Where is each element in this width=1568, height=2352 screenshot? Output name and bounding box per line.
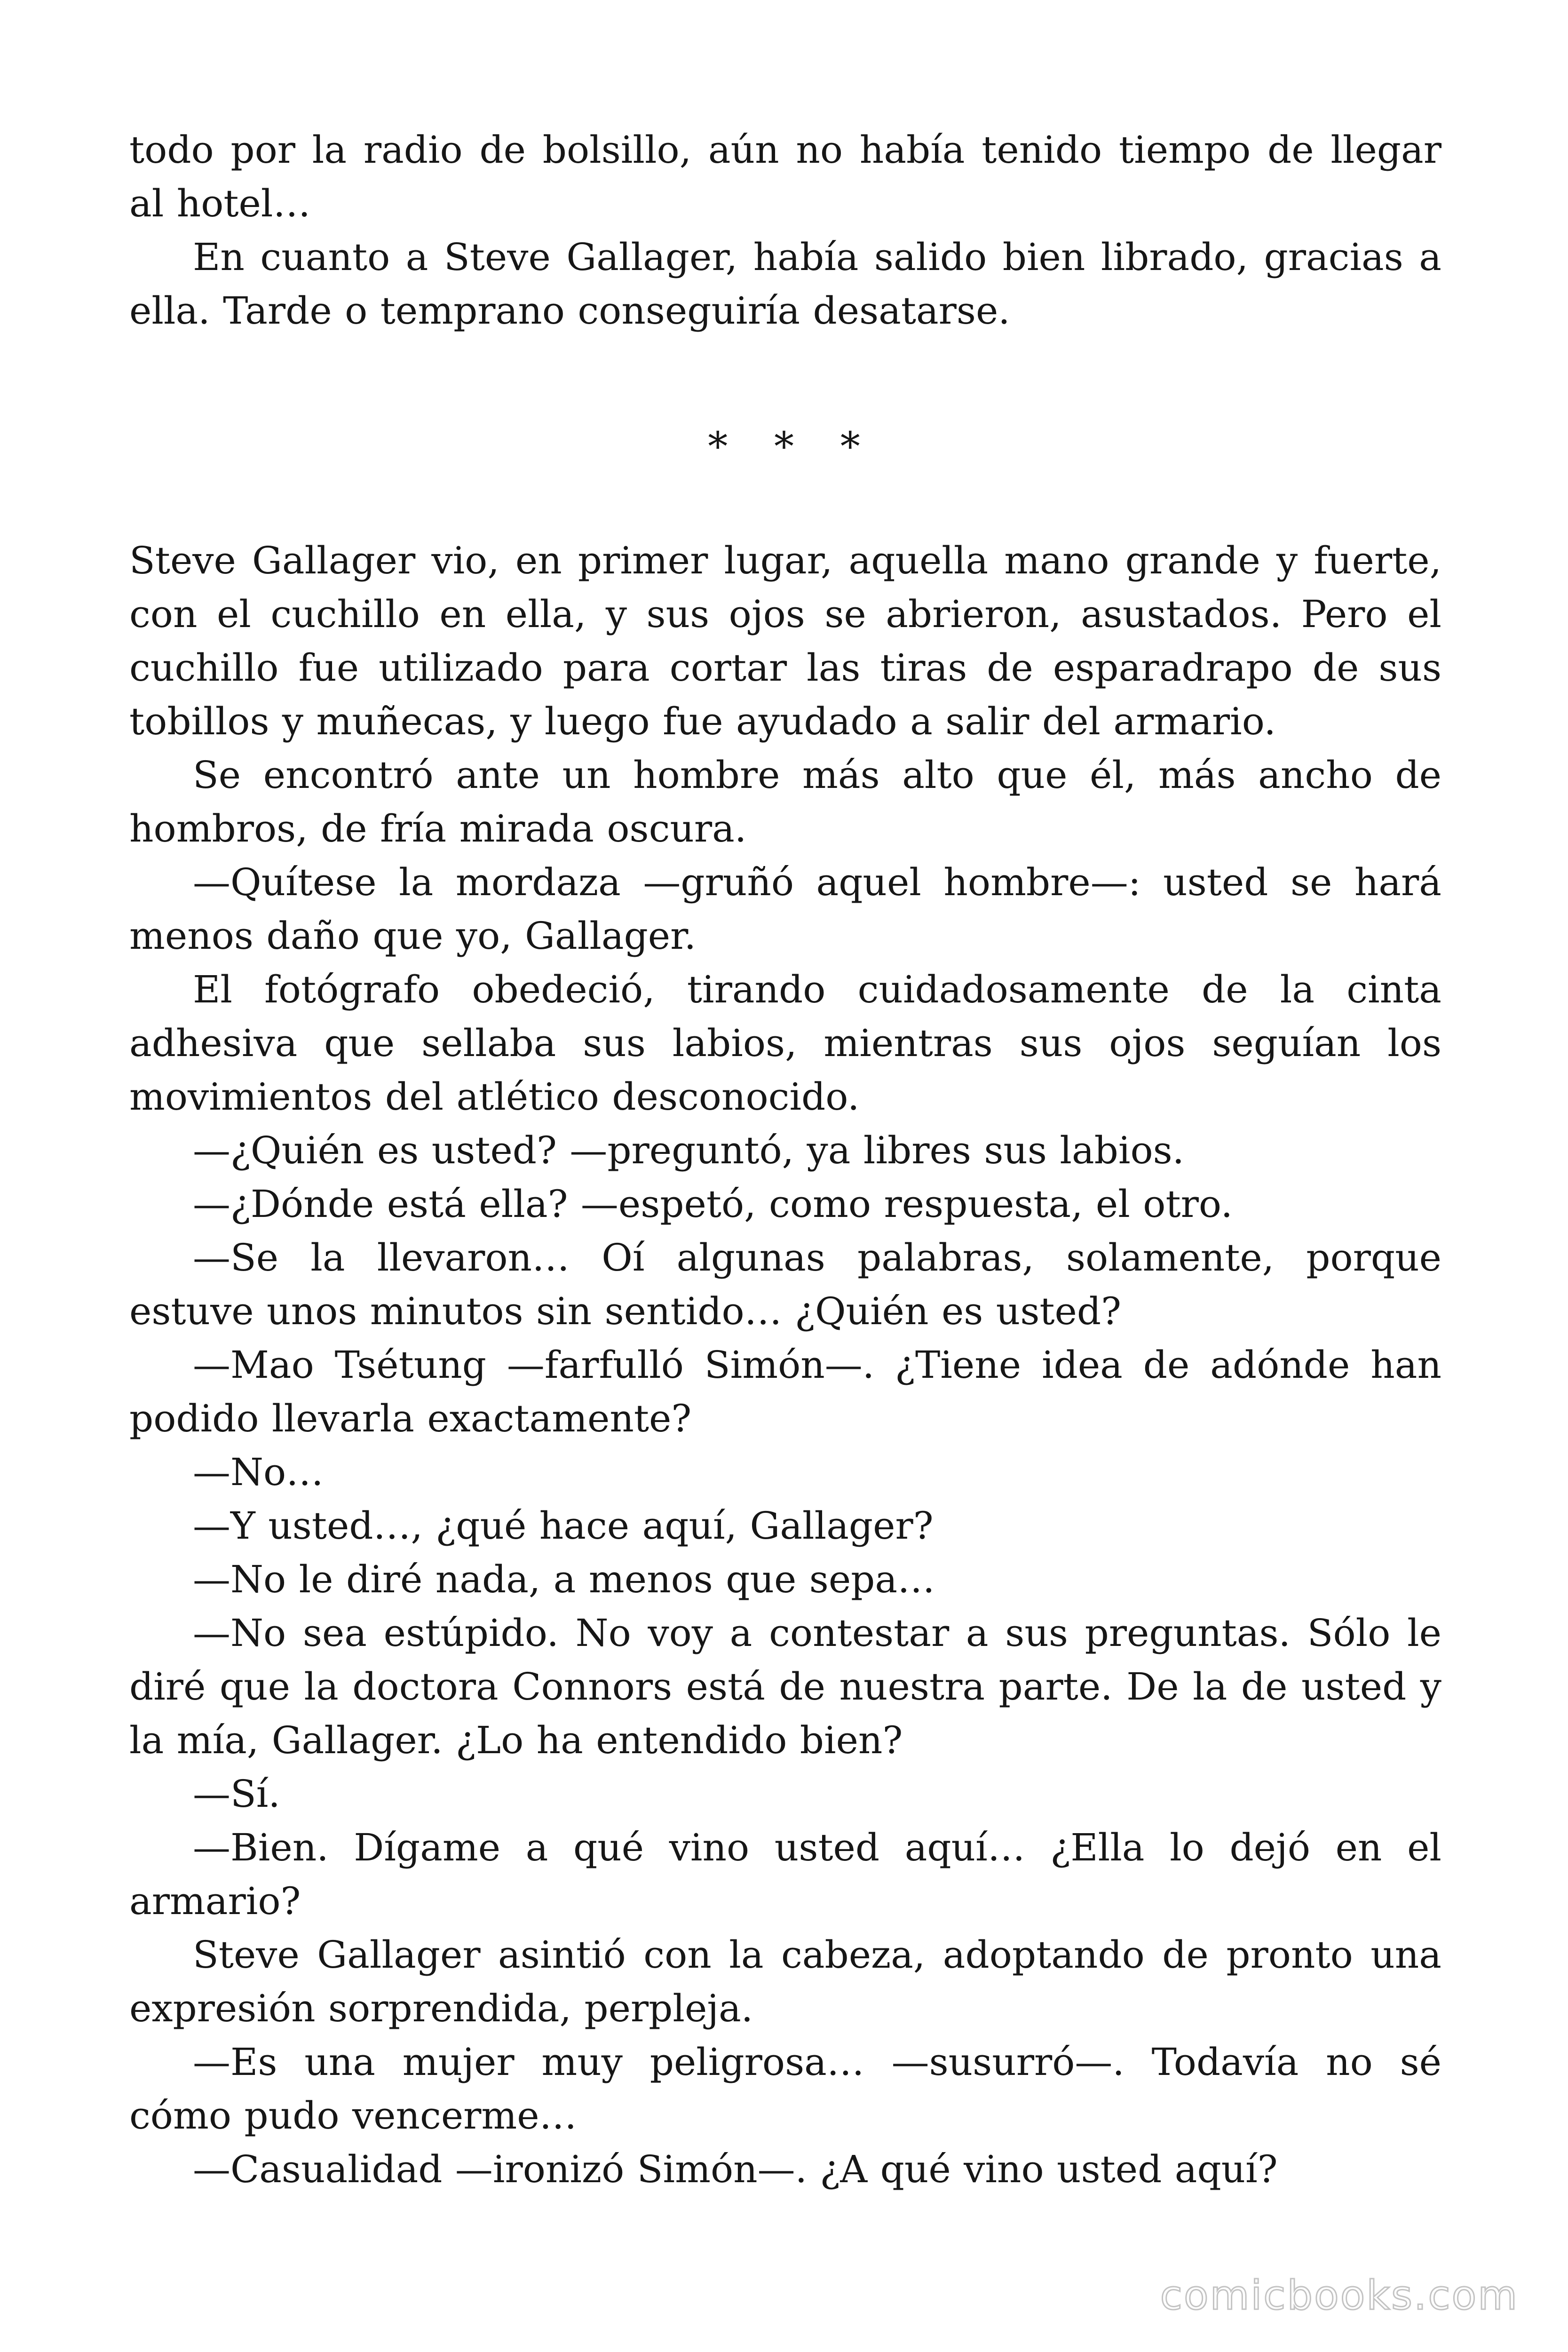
paragraph: —Se la llevaron… Oí algunas palabras, solamente, porque estuve unos minutos sin sentido… ¿Quién es usted? <box>129 1236 1441 1333</box>
paragraph: —Y usted…, ¿qué hace aquí, Gallager? <box>193 1504 934 1548</box>
paragraph: —No… <box>193 1450 324 1494</box>
paragraph: El fotógrafo obedeció, tirando cuidadosamente de la cinta adhesiva que sellaba sus labios, mientras sus ojos seguían los movimientos del atlético desconocido. <box>129 968 1441 1119</box>
paragraph: —No le diré nada, a menos que sepa… <box>193 1557 935 1601</box>
watermark-text: comicbooks.com <box>1160 2272 1519 2319</box>
main-text-block <box>129 534 1441 2196</box>
paragraph: —Mao Tsétung —farfulló Simón—. ¿Tiene idea de adónde han podido llevarla exactamente? <box>129 1343 1441 1440</box>
paragraph: —Sí. <box>193 1772 280 1816</box>
paragraph: Steve Gallager asintió con la cabeza, adoptando de pronto una expresión sorprendida, perpleja. <box>129 1933 1441 2030</box>
top-text-block <box>129 123 1441 338</box>
paragraph: —No sea estúpido. No voy a contestar a sus preguntas. Sólo le diré que la doctora Connors está de nuestra parte. De la de usted y la mía, Gallager. ¿Lo ha entendido bien? <box>129 1611 1441 1762</box>
paragraph: —Casualidad —ironizó Simón—. ¿A qué vino usted aquí? <box>193 2147 1278 2191</box>
paragraph: —Quítese la mordaza —gruñó aquel hombre—: usted se hará menos daño que yo, Gallager. <box>129 860 1441 958</box>
paragraph: —Bien. Dígame a qué vino usted aquí… ¿Ella lo dejó en el armario? <box>129 1826 1441 1923</box>
paragraph: En cuanto a Steve Gallager, había salido bien librado, gracias a ella. Tarde o temprano conseguiría desatarse. <box>129 235 1441 333</box>
paragraph: Steve Gallager vio, en primer lugar, aquella mano grande y fuerte, con el cuchillo en ella, y sus ojos se abrieron, asustados. Pero el cuchillo fue utilizado para cortar las tiras de esparadrapo de sus tobillos y muñecas, y luego fue ayudado a salir del armario. <box>129 539 1441 743</box>
paragraph: —¿Quién es usted? —preguntó, ya libres sus labios. <box>193 1128 1185 1172</box>
scene-break: * * * <box>708 423 877 469</box>
paragraph: —¿Dónde está ella? —espetó, como respuesta, el otro. <box>193 1182 1233 1226</box>
paragraph: todo por la radio de bolsillo, aún no había tenido tiempo de llegar al hotel… <box>129 128 1441 225</box>
paragraph: Se encontró ante un hombre más alto que él, más ancho de hombros, de fría mirada oscura. <box>129 753 1441 850</box>
paragraph: —Es una mujer muy peligrosa… —susurró—. Todavía no sé cómo pudo vencerme… <box>129 2040 1441 2137</box>
